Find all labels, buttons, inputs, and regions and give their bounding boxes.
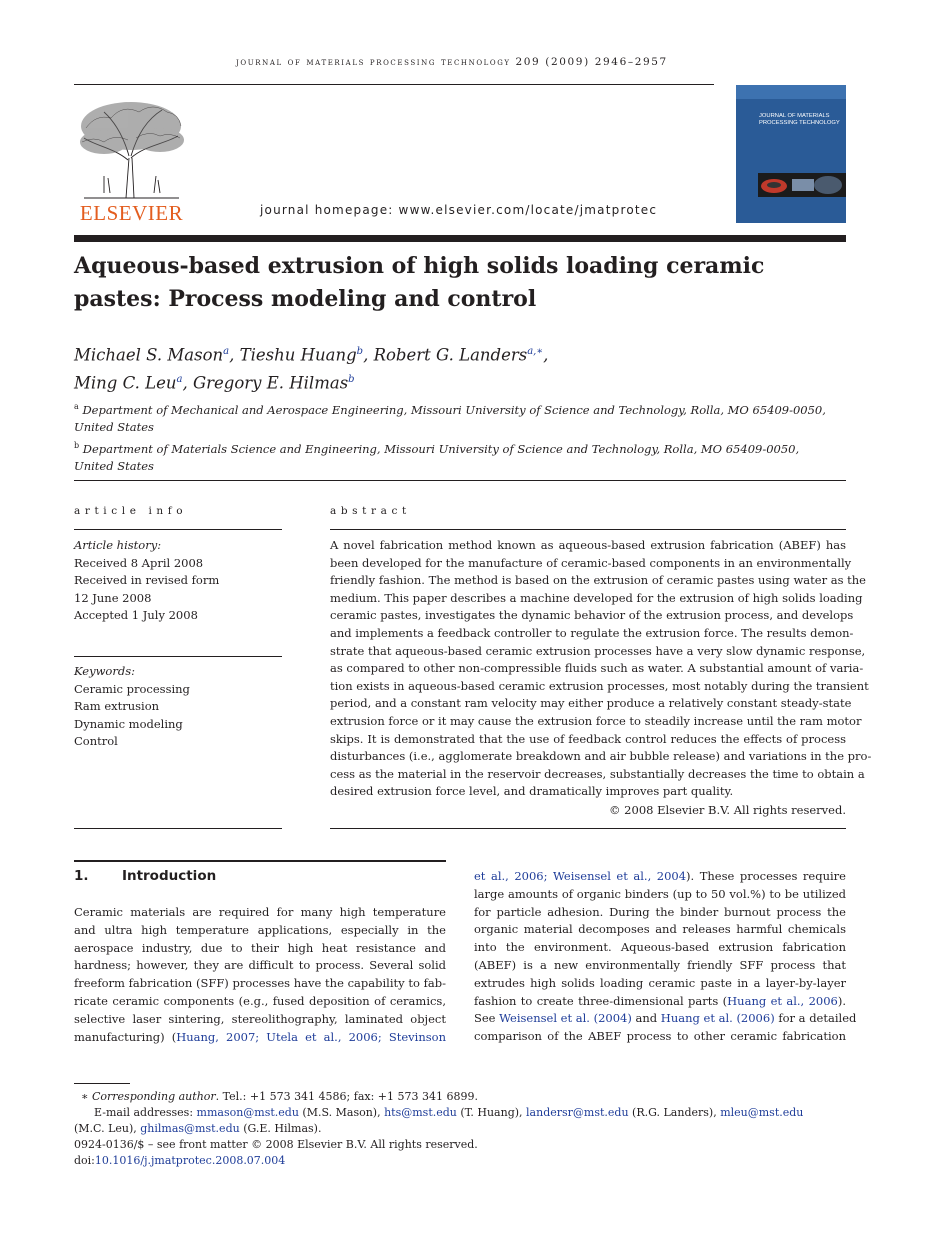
- citation-link[interactable]: Huang et al., 2006: [727, 993, 838, 1008]
- body-text: See: [474, 1011, 500, 1026]
- abstract-body: [330, 537, 872, 801]
- affiliation-text: Department of Mechanical and Aerospace Engineering, Missouri University of Science and Technology, Rolla, MO 65409-0050,: [82, 402, 826, 417]
- article-info-heading: article info: [74, 505, 188, 517]
- body-text: fashion to create three-dimensional parts (: [474, 993, 728, 1008]
- email-owner: (T. Huang),: [456, 1106, 527, 1119]
- abstract-line: strate that aqueous-based ceramic extrusion processes have a very slow dynamic response,: [330, 643, 866, 658]
- abstract-line: cess as the material in the reservoir decreases, substantially decreases the time to obtain a: [330, 766, 865, 781]
- journal-cover-image: [736, 85, 846, 223]
- keywords-label: Keywords:: [74, 664, 135, 678]
- author-name: Robert G. Landers: [373, 345, 528, 365]
- body-line: into the environment. Aqueous-based extrusion fabrication: [474, 940, 846, 955]
- body-text: and: [631, 1011, 661, 1026]
- corr-label: Corresponding author: [91, 1090, 216, 1103]
- email-link[interactable]: landersr@mst.edu: [526, 1106, 629, 1119]
- author-affil-mark[interactable]: b: [348, 373, 355, 385]
- abstract-heading: abstract: [330, 505, 411, 517]
- body-line: [474, 993, 846, 1011]
- doi-link[interactable]: 10.1016/j.jmatprotec.2008.07.004: [94, 1154, 286, 1167]
- email-link[interactable]: hts@mst.edu: [384, 1106, 457, 1119]
- article-title: [74, 250, 834, 316]
- corresponding-author-note: [74, 1089, 854, 1105]
- intro-left-column: [74, 904, 446, 1046]
- keyword: Ram extrusion: [74, 699, 160, 714]
- author-list: Michael S. Mason$^a$, Tieshu Huang$^b$, Robert G. Landers$^{a,∗}$, Ming C. Leu$^a$, Gregory E. Hilmas$^b$: [74, 345, 549, 392]
- abstract-line: extrusion force or it may cause the extrusion force to steadily increase until the ram motor: [330, 713, 862, 728]
- body-line: and ultra high temperature applications, especially in the: [74, 922, 446, 937]
- history-item: Accepted 1 July 2008: [74, 608, 198, 623]
- history-item: 12 June 2008: [74, 590, 152, 605]
- cover-header-strip: [736, 85, 846, 99]
- body-line: Ceramic materials are required for many high temperature: [74, 905, 446, 919]
- body-line: [474, 868, 846, 886]
- email-owner: (M.S. Mason),: [298, 1106, 385, 1119]
- abstract-copyright: © 2008 Elsevier B.V. All rights reserved.: [609, 803, 846, 817]
- affiliation-continued: United States: [74, 420, 154, 435]
- intro-rule: [74, 860, 446, 862]
- citation-link[interactable]: et al., 2006; Weisensel et al., 2004: [474, 869, 687, 883]
- cover-photo-graphic: [758, 173, 846, 197]
- footnote-rule: [74, 1083, 130, 1084]
- body-line: (ABEF) is a new environmentally friendly SFF process that: [474, 957, 846, 972]
- body-line: extrudes high solids loading ceramic paste in a layer-by-layer: [474, 975, 846, 990]
- abstract-rule: [330, 529, 846, 530]
- author-name: Michael S. Mason: [74, 345, 224, 365]
- article-history: [74, 537, 284, 625]
- abstract-line: tion exists in aqueous-based ceramic extrusion processes, most notably during the transient: [330, 678, 869, 693]
- affiliation: [74, 437, 834, 458]
- body-line: freeform fabrication (SFF) processes have the capability to fab-: [74, 976, 446, 991]
- title-rule: [74, 235, 846, 242]
- publisher-wordmark: ELSEVIER: [79, 201, 184, 225]
- body-line: hardness; however, they are difficult to process. Several solid: [74, 958, 446, 973]
- history-item: Received 8 April 2008: [74, 555, 204, 570]
- intro-right-column: [474, 868, 857, 1046]
- section-heading: [74, 868, 216, 884]
- citation-link[interactable]: Huang et al. (2006): [660, 1011, 775, 1026]
- affiliation: [74, 398, 834, 419]
- issn-line: 0924-0136/$ – see front matter © 2008 Elsevier B.V. All rights reserved.: [74, 1138, 478, 1151]
- title-line: Aqueous-based extrusion of high solids loading ceramic: [74, 253, 765, 279]
- keyword: Control: [74, 734, 118, 749]
- keywords-rule: [74, 656, 282, 657]
- body-line: [474, 1010, 857, 1028]
- citation-link[interactable]: Weisensel et al. (2004): [499, 1011, 632, 1026]
- abstract-line: desired extrusion force level, and dramatically improves part quality.: [330, 784, 734, 799]
- affiliations: [74, 398, 834, 476]
- email-label: E-mail addresses:: [94, 1106, 197, 1119]
- email-owner: (G.E. Hilmas).: [239, 1122, 322, 1135]
- section-number: 1.: [74, 868, 89, 884]
- header-rule: [74, 84, 714, 85]
- body-line: large amounts of organic binders (up to 50 vol.%) to be utilized: [474, 886, 846, 901]
- elsevier-logo: [74, 98, 189, 226]
- body-text: ). These processes require: [686, 869, 846, 883]
- email-owner: (R.G. Landers),: [628, 1106, 721, 1119]
- doi-line: [74, 1153, 854, 1169]
- body-line: ricate ceramic components (e.g., fused deposition of ceramics,: [74, 993, 446, 1008]
- body-line: aerospace industry, due to their high heat resistance and: [74, 940, 446, 955]
- cover-title: JOURNAL OF MATERIALS PROCESSING TECHNOLOGY: [759, 113, 840, 126]
- author-affil-mark[interactable]: b: [356, 346, 364, 357]
- email-link[interactable]: mmason@mst.edu: [196, 1106, 299, 1119]
- author-affil-mark[interactable]: a: [223, 346, 230, 357]
- title-line: pastes: Process modeling and control: [74, 286, 537, 312]
- abstract-line: period, and a constant ram velocity may either produce a relatively constant steady-state: [330, 696, 852, 711]
- footnotes: [74, 1089, 854, 1169]
- doi-label: doi:: [74, 1154, 95, 1167]
- author-name: Tieshu Huang: [239, 345, 357, 365]
- keywords: [74, 663, 284, 751]
- abstract-line: and implements a feedback controller to regulate the extrusion force. The results demon-: [330, 625, 854, 640]
- abstract-line: A novel fabrication method known as aqueous-based extrusion fabrication (ABEF) has: [330, 538, 846, 552]
- author-affil-mark[interactable]: a,∗: [527, 346, 544, 357]
- affiliation-mark: b: [74, 441, 80, 451]
- journal-homepage[interactable]: journal homepage: www.elsevier.com/locate/jmatprotec: [260, 203, 658, 217]
- history-label: Article history:: [74, 538, 162, 552]
- email-link[interactable]: mleu@mst.edu: [720, 1106, 804, 1119]
- body-line: [74, 1029, 446, 1047]
- article-info-rule: [74, 529, 282, 530]
- email-owner: (M.C. Leu),: [74, 1122, 141, 1135]
- body-text: for a detailed: [774, 1011, 857, 1026]
- history-item: Received in revised form: [74, 573, 220, 588]
- body-text: ).: [837, 993, 846, 1008]
- body-line: organic material decomposes and releases harmful chemicals: [474, 922, 846, 937]
- email-line: [74, 1105, 854, 1121]
- body-text: manufacturing) (: [74, 1029, 177, 1044]
- author-affil-mark[interactable]: a: [176, 373, 183, 385]
- footnote-mark: ∗: [81, 1090, 89, 1103]
- author-name: Gregory E. Hilmas: [192, 373, 349, 392]
- affiliation-mark: a: [74, 402, 79, 411]
- article-info-end-rule: [74, 828, 282, 829]
- affiliation-continued: United States: [74, 459, 154, 474]
- affiliation-text: Department of Materials Science and Engineering, Missouri University of Science and Technology, Rolla, MO 65409-0050,: [82, 441, 800, 456]
- body-line: selective laser sintering, stereolithography, laminated object: [74, 1011, 446, 1026]
- section-title: Introduction: [121, 868, 217, 884]
- abstract-line: skips. It is demonstrated that the use of feedback control reduces the effects of process: [330, 731, 846, 746]
- author-name: Ming C. Leu: [74, 373, 177, 392]
- citation-link[interactable]: Huang, 2007; Utela et al., 2006; Stevinson: [176, 1029, 446, 1044]
- abstract-end-rule: [330, 828, 846, 829]
- corr-text: . Tel.: +1 573 341 4586; fax: +1 573 341 6899.: [215, 1090, 478, 1103]
- tree-logo-icon: [74, 98, 189, 200]
- abstract-line: disturbances (i.e., agglomerate breakdown and air bubble release) and variations in the pro-: [330, 749, 872, 764]
- abstract-line: ceramic pastes, investigates the dynamic behavior of the extrusion process, and develops: [330, 608, 854, 623]
- email-link[interactable]: ghilmas@mst.edu: [140, 1122, 240, 1135]
- cover-photo: [758, 173, 846, 197]
- keyword: Dynamic modeling: [74, 716, 183, 731]
- keyword: Ceramic processing: [74, 681, 190, 696]
- abstract-line: as compared to other non-compressible fluids such as water. A substantial amount of varia-: [330, 661, 864, 676]
- email-line: [74, 1121, 854, 1137]
- abstract-line: medium. This paper describes a machine developed for the extrusion of high solids loading: [330, 590, 863, 605]
- abstract-line: been developed for the manufacture of ceramic-based components in an environmentally: [330, 555, 852, 570]
- abstract-line: friendly fashion. The method is based on the extrusion of ceramic pastes using water as the: [330, 573, 866, 588]
- body-line: for particle adhesion. During the binder burnout process the: [474, 904, 846, 919]
- running-header: journal of materials processing technology 209 (2009) 2946–2957: [236, 56, 668, 68]
- body-line: comparison of the ABEF process to other ceramic fabrication: [474, 1029, 846, 1044]
- section-divider: [74, 480, 846, 481]
